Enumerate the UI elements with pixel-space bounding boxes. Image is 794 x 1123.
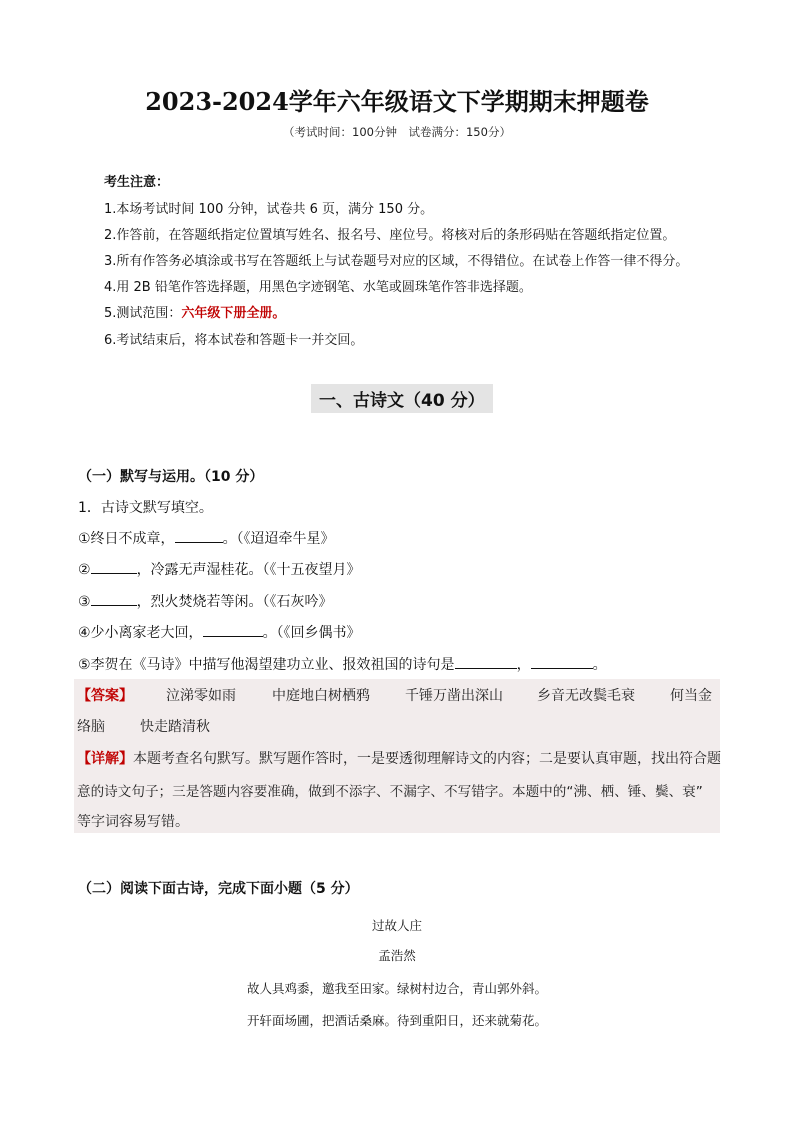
fill-blank-item [78, 622, 361, 642]
answer-item: 乡音无改鬓毛衰 [537, 688, 635, 704]
answer-tag: 【答案】 [77, 688, 133, 704]
part-title: （二）阅读下面古诗，完成下面小题（5 分） [78, 881, 359, 897]
fill-blank-item [78, 654, 607, 674]
item-text: 。（《回乡偶书》 [262, 625, 361, 641]
item-text: ， [516, 657, 531, 673]
notice-item-scope [104, 302, 285, 321]
exam-subtitle: （考试时间：100分钟 试卷满分：150分） [283, 125, 511, 139]
notice-item: 6.考试结束后，将本试卷和答题卡一并交回。 [104, 333, 364, 348]
fill-blank-item [78, 528, 335, 548]
item-text: ④少小离家老大回， [78, 625, 203, 641]
answer-item: 千锤万凿出深山 [405, 688, 503, 704]
detail-line: 等字词容易写错。 [77, 814, 189, 830]
notice-heading: 考生注意： [104, 175, 170, 190]
item-text: 。 [592, 657, 607, 673]
poem-line: 开轩面场圃，把酒话桑麻。待到重阳日，还来就菊花。 [246, 1013, 547, 1028]
blank-line [91, 559, 137, 574]
item-text: ①终日不成章， [78, 531, 175, 547]
section-title: 一、古诗文（40 分） [311, 384, 493, 413]
answer-line [77, 685, 133, 705]
item-text: ，烈火焚烧若等闲。（《石灰吟》 [136, 594, 333, 610]
exam-title: 2023-2024学年六年级语文下学期期末押题卷 [145, 87, 649, 116]
part-title: （一）默写与运用。（10 分） [78, 469, 264, 485]
blank-line [455, 654, 517, 669]
blank-line [91, 591, 137, 606]
item-text: ⑤李贺在《马诗》中描写他渴望建功立业、报效祖国的诗句是 [78, 657, 455, 673]
item-text: 。（《迢迢牵牛星》 [222, 531, 335, 547]
answer-item: 中庭地白树栖鸦 [272, 688, 370, 704]
fill-blank-item [78, 591, 333, 611]
answer-item: 络脑 [77, 719, 105, 735]
answer-item: 何当金 [670, 688, 712, 704]
blank-line [203, 622, 263, 637]
blank-line [531, 654, 593, 669]
notice-item: 4.用 2B 铅笔作答选择题，用黑色字迹钢笔、水笔或圆珠笔作答非选择题。 [104, 280, 532, 295]
question-stem: 1．古诗文默写填空。 [78, 500, 213, 516]
scope-label: 5.测试范围： [104, 306, 182, 321]
item-text: ② [78, 562, 91, 578]
notice-item: 2.作答前，在答题纸指定位置填写姓名、报名号、座位号。将核对后的条形码贴在答题纸指定位置。 [104, 228, 676, 243]
detail-line [77, 748, 721, 768]
item-text: ，冷露无声湿桂花。（《十五夜望月》 [136, 562, 361, 578]
detail-tag: 【详解】 [77, 751, 133, 767]
detail-line: 意的诗文句子；三是答题内容要准确，做到不添字、不漏字、不写错字。本题中的“沸、栖、锤、鬓、衰” [77, 784, 703, 800]
scope-value: 六年级下册全册。 [181, 306, 286, 321]
answer-item: 泣涕零如雨 [166, 688, 236, 704]
poem-author: 孟浩然 [378, 948, 416, 963]
blank-line [175, 528, 223, 543]
fill-blank-item [78, 559, 361, 579]
answer-item: 快走踏清秋 [140, 719, 210, 735]
notice-item: 1.本场考试时间 100 分钟，试卷共 6 页，满分 150 分。 [104, 202, 434, 217]
poem-line: 故人具鸡黍，邀我至田家。绿树村边合，青山郭外斜。 [246, 981, 547, 996]
notice-item: 3.所有作答务必填涂或书写在答题纸上与试卷题号对应的区域，不得错位。在试卷上作答一律不得分。 [104, 254, 689, 269]
poem-title: 过故人庄 [371, 918, 422, 933]
detail-text: 本题考查名句默写。默写题作答时，一是要透彻理解诗文的内容；二是要认真审题，找出符合题 [133, 751, 721, 767]
item-text: ③ [78, 594, 91, 610]
